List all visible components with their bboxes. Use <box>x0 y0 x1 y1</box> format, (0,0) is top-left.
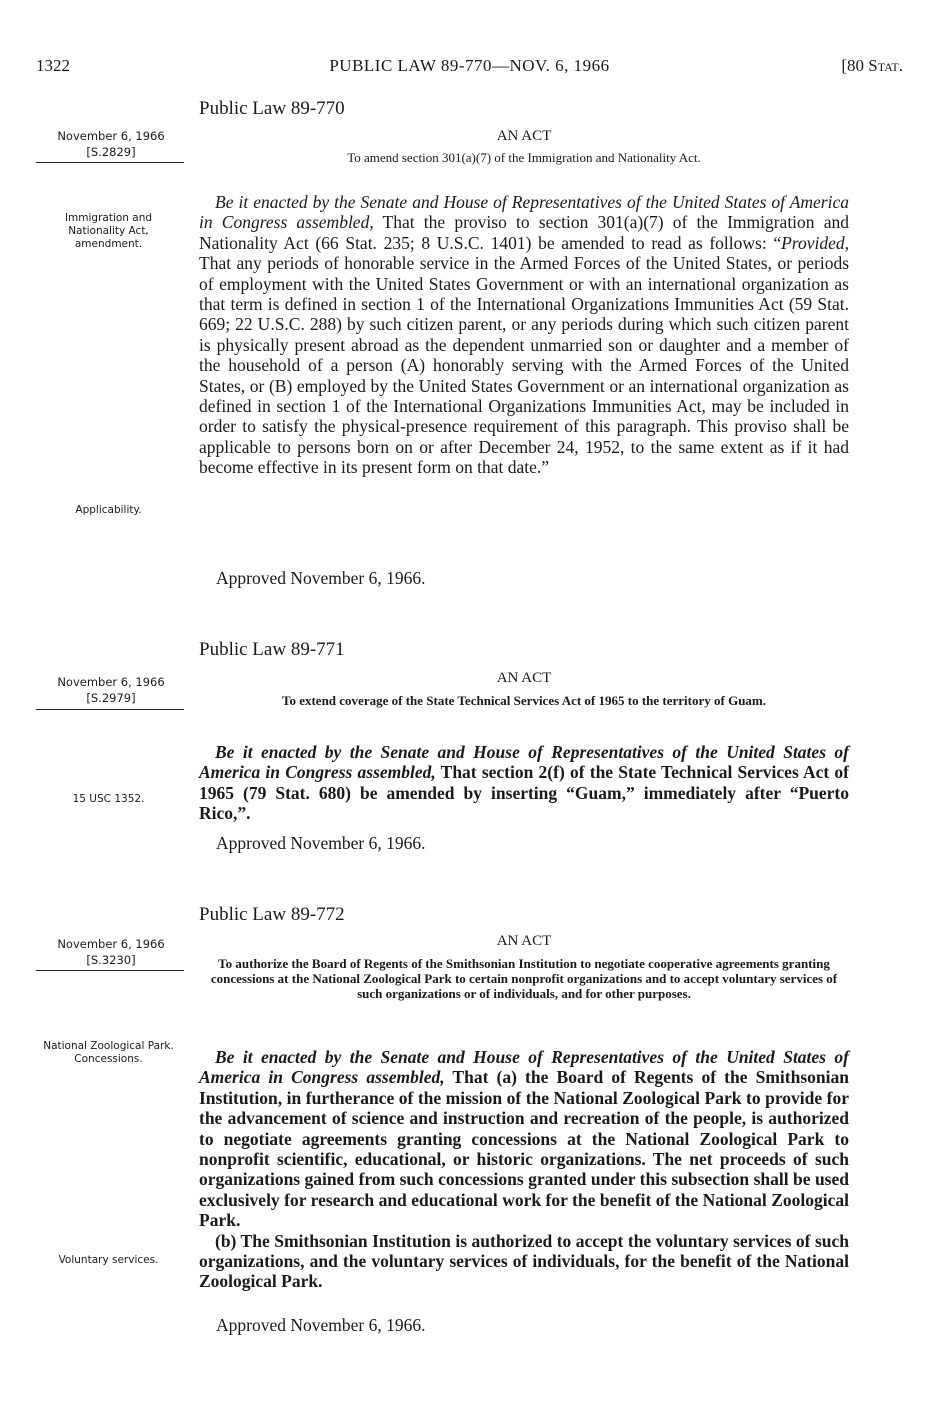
law-title: Public Law 89-772 <box>199 904 345 925</box>
law-text <box>199 1047 849 1292</box>
law-text <box>199 192 849 478</box>
law-body-part: That the proviso to section 301(a)(7) of the Immigration and Nationality Act (66 Stat. 235; 8 U.S.C. 1401) be amended to read as follows: “ <box>199 212 849 253</box>
law-body-part: That any periods of honorable service in the Armed Forces of the United States, or periods of employment with the United States Government or with an international organization as that term is defined in section 1 of the International Organizations Immunities Act (59 Stat. 669; 22 U.S.C. 288) by such citizen parent, or any periods during which such citizen parent is physically present abroad as the dependent unmarried son or daughter and a member of the household of a person (A) honorably serving with the Armed Forces of the United States, or (B) employed by the United States Government or an international organization as defined in section 1 of the International Organizations Immunities Act, may be included in order to satisfy the physical-presence requirement of this paragraph. This proviso shall be applicable to persons born on or after December 24, 1952, to the same extent as if it had become effective in its present form on that date.” <box>199 253 849 478</box>
bill-number: [S.2979] <box>86 691 136 705</box>
side-note: Applicability. <box>75 504 142 516</box>
law-date: November 6, 1966 <box>57 937 165 951</box>
law-body-part: That section 2(f) of the State Technical Services Act of 1965 (79 Stat. 680) be amended by inserting “Guam,” immediately after “Puerto Rico,”. <box>199 762 849 824</box>
law-body-part: (b) The Smithsonian Institution is authorized to accept the voluntary services of such organizations, and the voluntary services of individuals, for the benefit of the National Zoological Park. <box>199 1230 849 1292</box>
side-note: 15 USC 1352. <box>72 793 145 805</box>
act-purpose: To extend coverage of the State Technical Services Act of 1965 to the territory of Guam. <box>281 693 767 708</box>
enacting-clause: Be it enacted by the Senate and House of Representatives of the United States of America in Congress assembled, <box>199 1047 849 1088</box>
act-purpose: To amend section 301(a)(7) of the Immigration and Nationality Act. <box>347 150 701 165</box>
act-label: AN ACT <box>496 933 552 949</box>
bill-number: [S.2829] <box>86 145 136 159</box>
act-label: AN ACT <box>496 128 552 144</box>
bill-number: [S.3230] <box>86 953 136 967</box>
running-title: PUBLIC LAW 89-770—NOV. 6, 1966 <box>329 56 610 75</box>
side-note: National Zoological Park. Concessions. <box>43 1040 174 1065</box>
proviso-word: Provided, <box>781 232 849 253</box>
divider <box>36 970 184 971</box>
enacting-clause: Be it enacted by the Senate and House of Representatives of the United States of America in Congress assembled, <box>199 742 849 783</box>
law-date-block <box>36 128 186 160</box>
page-number: 1322 <box>36 56 70 75</box>
law-title: Public Law 89-771 <box>199 639 345 660</box>
running-header <box>36 56 903 86</box>
side-note: Voluntary services. <box>58 1254 159 1266</box>
act-purpose: To authorize the Board of Regents of the Smithsonian Institution to negotiate cooperative agreements granting concessions at the National Zoological Park to certain nonprofit organizations and to accept voluntary services of such organizations or of individuals, and for other purposes. <box>210 956 838 1001</box>
approval-line: Approved November 6, 1966. <box>216 833 426 853</box>
act-label: AN ACT <box>496 670 552 686</box>
law-date-block <box>36 674 186 706</box>
side-note: Immigration and Nationality Act, amendment. <box>64 212 153 250</box>
law-body-part: That (a) the Board of Regents of the Smithsonian Institution, in furtherance of the mission of the National Zoological Park to provide for the advancement of science and instruction and recreation of the people, is authorized to negotiate agreements granting concessions at the National Zoological Park to nonprofit scientific, educational, or historic organizations. The net proceeds of such organizations gained from such concessions granted under this subsection shall be used exclusively for research and educational work for the benefit of the National Zoological Park. <box>199 1067 849 1231</box>
law-date: November 6, 1966 <box>57 675 165 689</box>
approval-line: Approved November 6, 1966. <box>216 568 426 588</box>
approval-line: Approved November 6, 1966. <box>216 1315 426 1335</box>
divider <box>36 709 184 710</box>
law-date-block <box>36 936 186 968</box>
statute-citation: [80 Stat. <box>841 56 903 75</box>
law-title: Public Law 89-770 <box>199 98 345 119</box>
divider <box>36 162 184 163</box>
law-text <box>199 742 849 824</box>
law-date: November 6, 1966 <box>57 129 165 143</box>
enacting-clause: Be it enacted by the Senate and House of Representatives of the United States of America in Congress assembled, <box>199 192 849 233</box>
